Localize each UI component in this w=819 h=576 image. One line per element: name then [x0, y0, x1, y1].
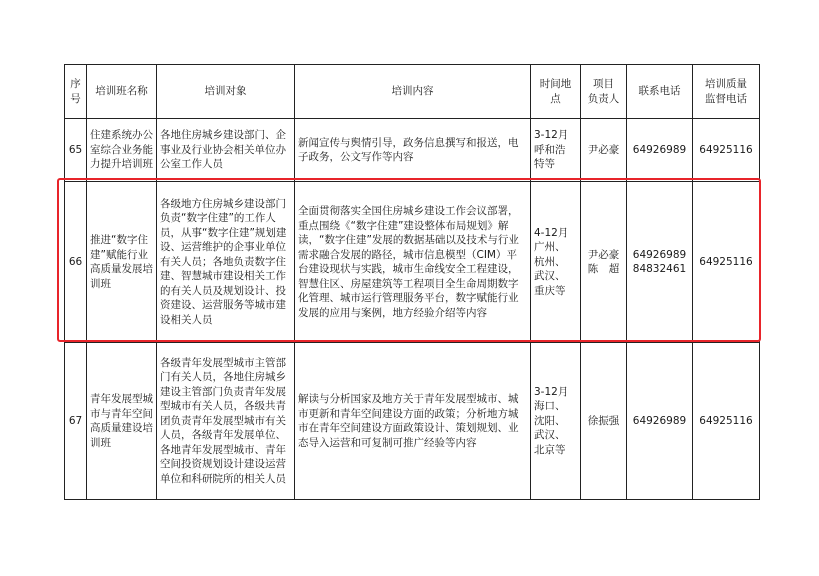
row-leader: 尹必豪 陈 超	[581, 182, 627, 343]
header-row	[65, 65, 760, 119]
row-time-place: 3-12月 海口、 沈阳、 武汉、 北京等	[531, 343, 581, 500]
row-phone: 64926989	[627, 343, 693, 500]
row-leader: 尹必豪	[581, 119, 627, 182]
row-seq: 66	[65, 182, 87, 343]
row-name: 推进“数字住建”赋能行业高质量发展培训班	[87, 182, 157, 343]
row-phone: 64926989 84832461	[627, 182, 693, 343]
row-supervise: 64925116	[693, 182, 760, 343]
header-supervise: 培训质量 监督电话	[693, 65, 760, 119]
row-seq: 65	[65, 119, 87, 182]
row-content: 全面贯彻落实全国住房城乡建设工作会议部署，重点围绕《“数字住建”建设整体布局规划》解读，“数字住建”发展的数据基础以及技术与行业需求融合发展的路径，城市信息模型（CIM）平台建设现状与实践，城市生命线安全工程建设，智慧住区、房屋建筑等工程项目全生命周期数字化管理、城市运行管理服务平台，数字赋能行业发展的应用与案例，地方经验介绍等内容	[295, 182, 531, 343]
row-leader: 徐振强	[581, 343, 627, 500]
row-content: 解读与分析国家及地方关于青年发展型城市、城市更新和青年空间建设方面的政策；分析地方城市在青年空间建设方面政策设计、策划规划、业态导入运营和可复制可推广经验等内容	[295, 343, 531, 500]
training-table	[64, 64, 760, 500]
header-content: 培训内容	[295, 65, 531, 119]
table-row	[65, 343, 760, 500]
row-target: 各地住房城乡建设部门、企事业及行业协会相关单位办公室工作人员	[157, 119, 295, 182]
header-seq: 序 号	[65, 65, 87, 119]
header-phone: 联系电话	[627, 65, 693, 119]
row-time-place: 4-12月 广州、 杭州、 武汉、 重庆等	[531, 182, 581, 343]
header-name: 培训班名称	[87, 65, 157, 119]
header-leader: 项目 负责人	[581, 65, 627, 119]
row-supervise: 64925116	[693, 119, 760, 182]
row-supervise: 64925116	[693, 343, 760, 500]
row-content: 新闻宣传与舆情引导，政务信息撰写和报送，电子政务，公文写作等内容	[295, 119, 531, 182]
table-row	[65, 182, 760, 343]
row-target: 各级青年发展型城市主管部门有关人员，各地住房城乡建设主管部门负责青年发展型城市有关人员，各级共青团负责青年发展型城市有关人员，各级青年发展单位、各地青年发展型城市、青年空间投资规划设计建设运营单位和科研院所的相关人员	[157, 343, 295, 500]
row-name: 住建系统办公室综合业务能力提升培训班	[87, 119, 157, 182]
row-name: 青年发展型城市与青年空间高质量建设培训班	[87, 343, 157, 500]
header-time-place: 时间地 点	[531, 65, 581, 119]
row-seq: 67	[65, 343, 87, 500]
header-target: 培训对象	[157, 65, 295, 119]
row-target: 各级地方住房城乡建设部门负责“数字住建”的工作人员，从事“数字住建”规划建设、运营维护的企事业单位有关人员；各地负责数字住建、智慧城市建设相关工作的有关人员及规划设计、投资建设、运营服务等城市建设相关人员	[157, 182, 295, 343]
row-time-place: 3-12月 呼和浩 特等	[531, 119, 581, 182]
row-phone: 64926989	[627, 119, 693, 182]
table-row	[65, 119, 760, 182]
